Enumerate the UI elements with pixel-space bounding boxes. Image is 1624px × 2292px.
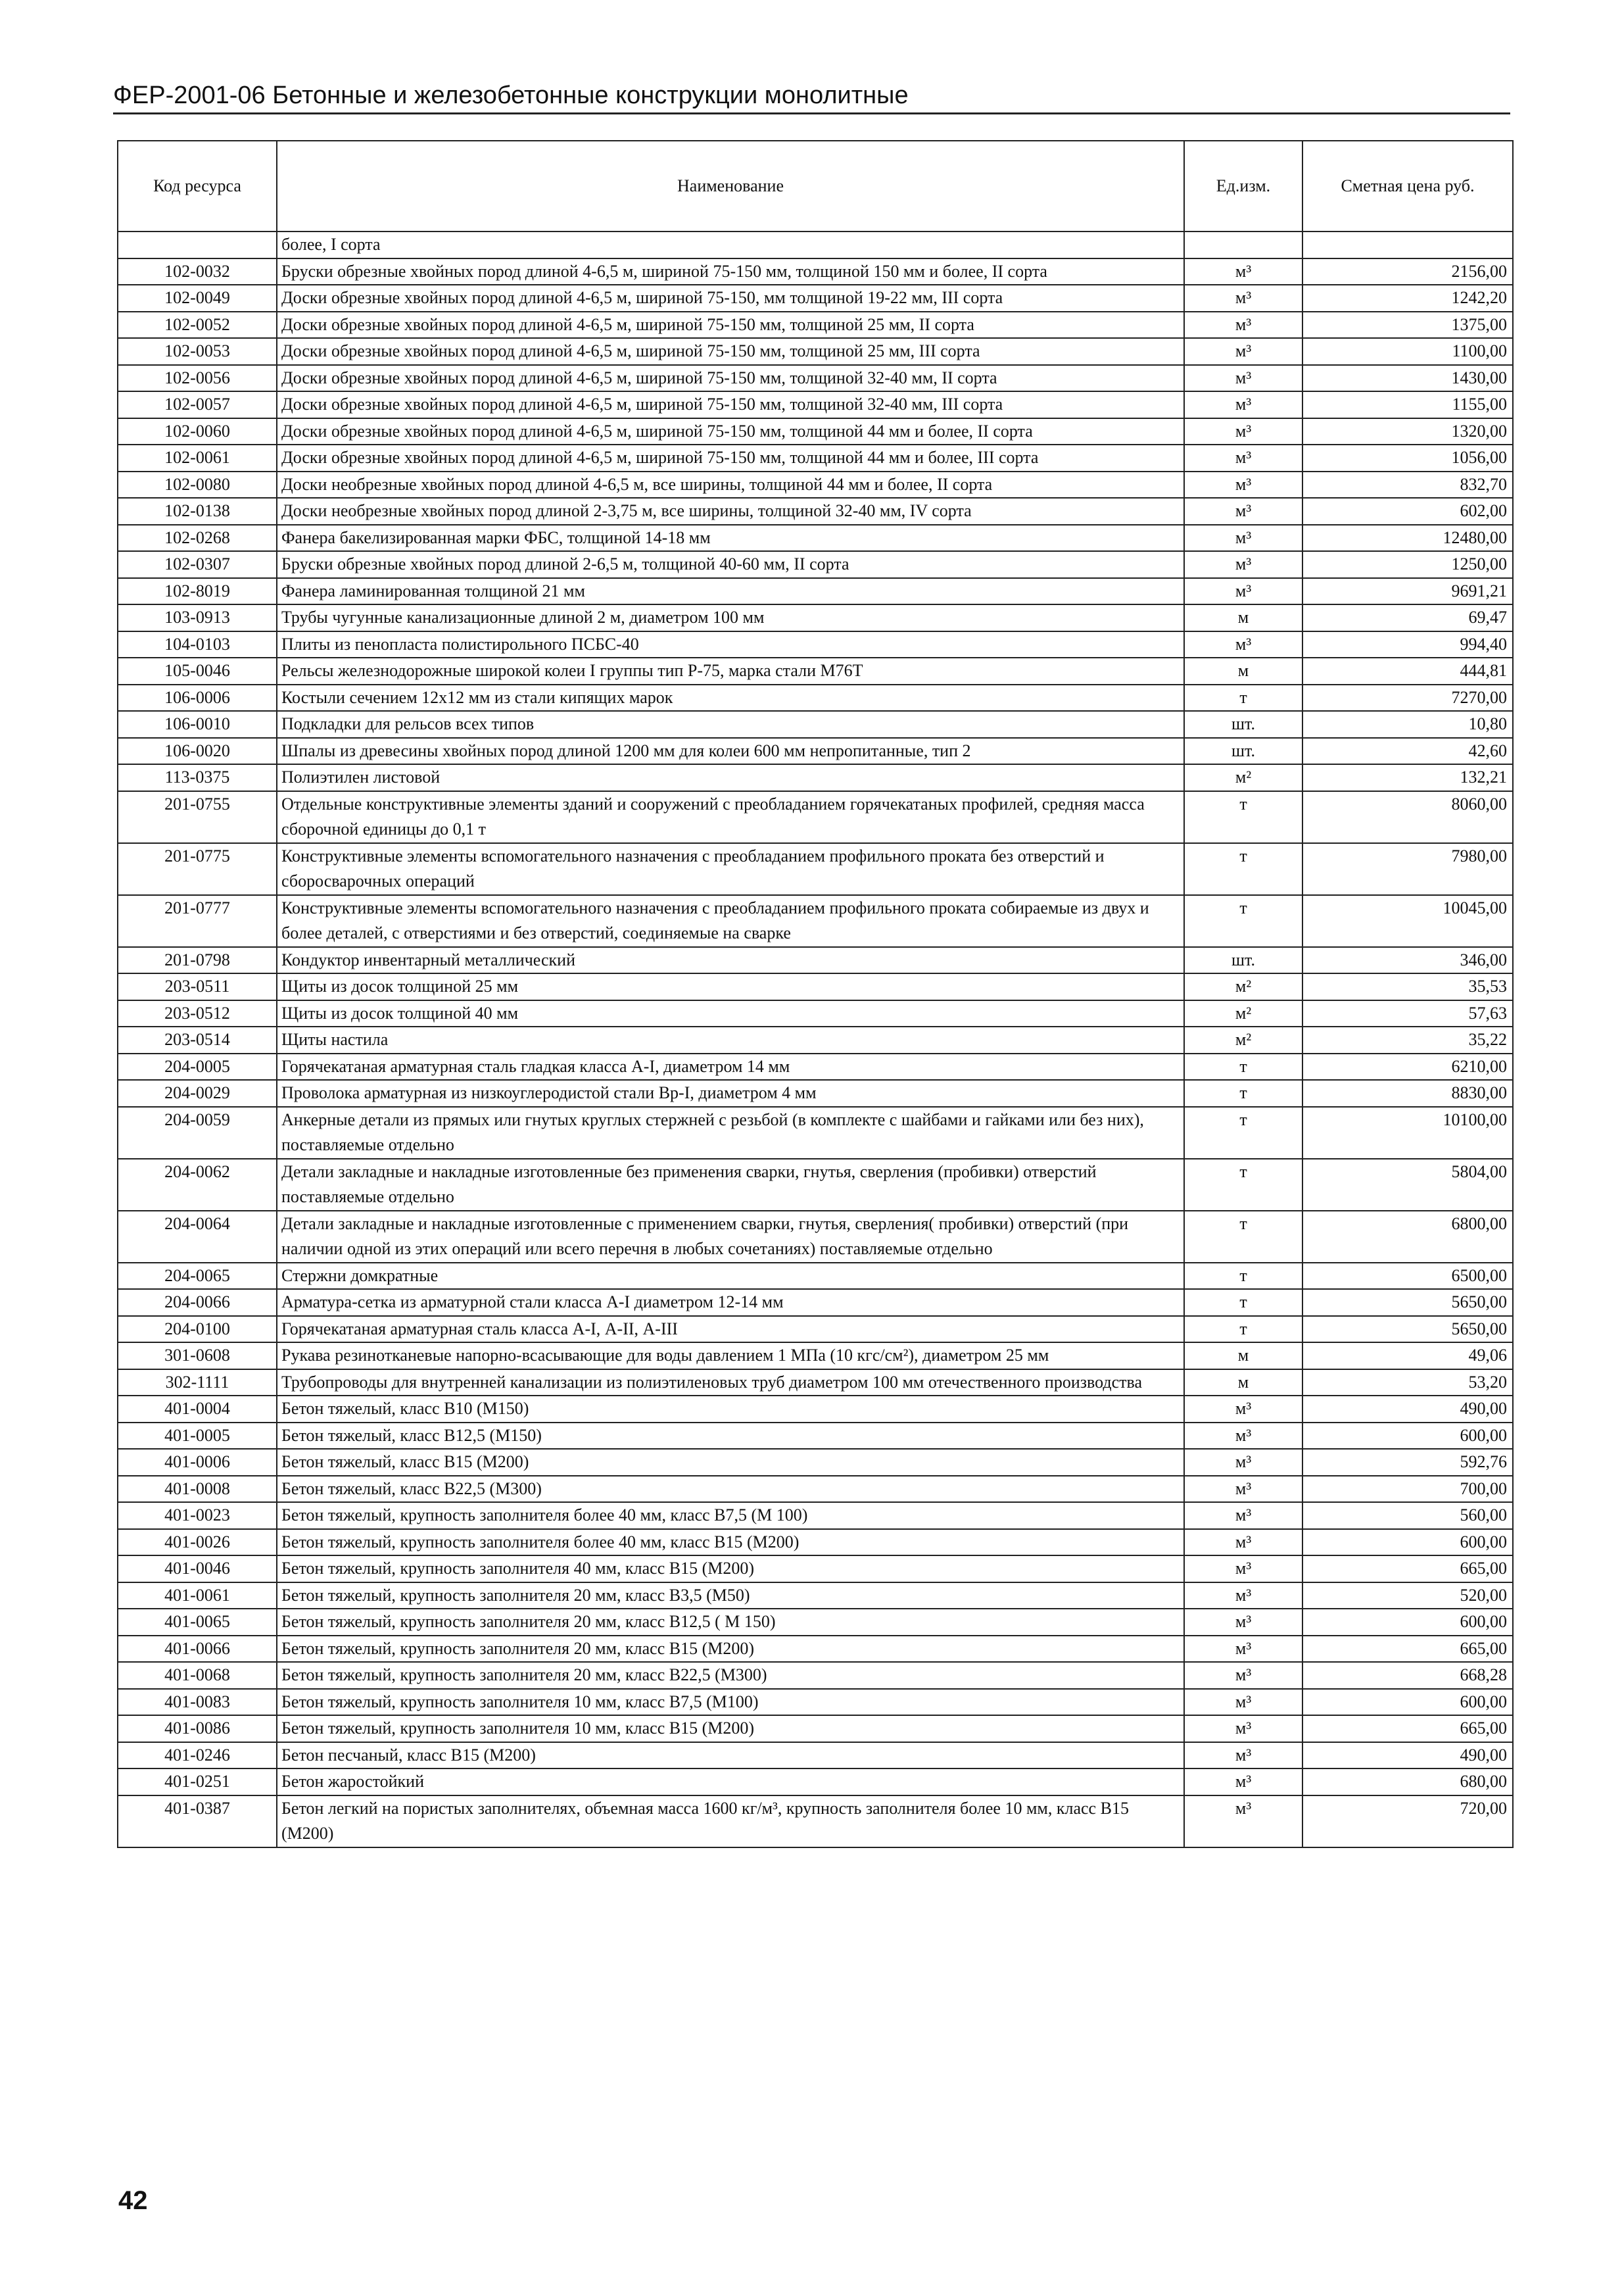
resource-code-cell: 201-0775 bbox=[118, 843, 277, 895]
price-cell: 10100,00 bbox=[1302, 1107, 1513, 1159]
resource-code-cell: 401-0023 bbox=[118, 1502, 277, 1529]
resource-code-cell: 401-0083 bbox=[118, 1689, 277, 1716]
table-row bbox=[118, 472, 1513, 499]
price-cell: 1375,00 bbox=[1302, 312, 1513, 339]
resource-name-cell: более, I сорта bbox=[277, 232, 1184, 258]
column-header-price: Сметная цена руб. bbox=[1302, 141, 1513, 232]
price-cell: 560,00 bbox=[1302, 1502, 1513, 1529]
resource-code-cell: 401-0251 bbox=[118, 1768, 277, 1795]
unit-cell: т bbox=[1184, 1289, 1302, 1316]
table-row bbox=[118, 1263, 1513, 1290]
table-row bbox=[118, 843, 1513, 895]
resource-code-cell: 104-0103 bbox=[118, 631, 277, 658]
unit-cell: м³ bbox=[1184, 1609, 1302, 1636]
table-row bbox=[118, 578, 1513, 605]
resource-code-cell: 301-0608 bbox=[118, 1342, 277, 1369]
price-cell: 9691,21 bbox=[1302, 578, 1513, 605]
price-cell: 444,81 bbox=[1302, 658, 1513, 685]
price-cell: 5650,00 bbox=[1302, 1289, 1513, 1316]
table-row bbox=[118, 604, 1513, 631]
price-cell: 490,00 bbox=[1302, 1396, 1513, 1423]
unit-cell: т bbox=[1184, 1107, 1302, 1159]
unit-cell: м³ bbox=[1184, 578, 1302, 605]
price-cell: 720,00 bbox=[1302, 1795, 1513, 1847]
resource-name-cell: Конструктивные элементы вспомогательного назначения с преобладанием профильного проката собираемые из двух и более деталей, с отверстиями и без отверстий, соединяемые на сварке bbox=[277, 895, 1184, 947]
unit-cell: м³ bbox=[1184, 631, 1302, 658]
table-row bbox=[118, 1211, 1513, 1263]
unit-cell: м bbox=[1184, 658, 1302, 685]
resource-name-cell: Конструктивные элементы вспомогательного назначения с преобладанием профильного проката без отверстий и сборосварочных операций bbox=[277, 843, 1184, 895]
resource-code-cell: 204-0059 bbox=[118, 1107, 277, 1159]
resource-name-cell: Фанера бакелизированная марки ФБС, толщиной 14-18 мм bbox=[277, 525, 1184, 552]
resource-name-cell: Бетон тяжелый, крупность заполнителя 10 мм, класс В7,5 (М100) bbox=[277, 1689, 1184, 1716]
resource-code-cell: 102-8019 bbox=[118, 578, 277, 605]
unit-cell: т bbox=[1184, 1080, 1302, 1107]
table-row bbox=[118, 1107, 1513, 1159]
table-row bbox=[118, 232, 1513, 258]
resource-name-cell: Щиты настила bbox=[277, 1027, 1184, 1054]
price-cell bbox=[1302, 232, 1513, 258]
resource-name-cell: Доски обрезные хвойных пород длиной 4-6,5 м, шириной 75-150 мм, толщиной 44 мм и более, II сорта bbox=[277, 418, 1184, 445]
price-cell: 600,00 bbox=[1302, 1529, 1513, 1556]
table-row bbox=[118, 312, 1513, 339]
column-header-unit: Ед.изм. bbox=[1184, 141, 1302, 232]
price-cell: 7980,00 bbox=[1302, 843, 1513, 895]
resource-name-cell: Бетон тяжелый, класс В10 (М150) bbox=[277, 1396, 1184, 1423]
unit-cell: т bbox=[1184, 1316, 1302, 1343]
unit-cell: м³ bbox=[1184, 1502, 1302, 1529]
unit-cell: м bbox=[1184, 1342, 1302, 1369]
resource-name-cell: Арматура-сетка из арматурной стали класса А-I диаметром 12-14 мм bbox=[277, 1289, 1184, 1316]
table-row bbox=[118, 631, 1513, 658]
unit-cell: м² bbox=[1184, 764, 1302, 791]
price-cell: 69,47 bbox=[1302, 604, 1513, 631]
resource-name-cell: Доски обрезные хвойных пород длиной 4-6,5 м, шириной 75-150 мм, толщиной 32-40 мм, III сорта bbox=[277, 391, 1184, 418]
table-row bbox=[118, 764, 1513, 791]
resource-name-cell: Доски обрезные хвойных пород длиной 4-6,5 м, шириной 75-150 мм, толщиной 25 мм, II сорта bbox=[277, 312, 1184, 339]
resource-code-cell: 401-0066 bbox=[118, 1636, 277, 1663]
column-header-name: Наименование bbox=[277, 141, 1184, 232]
table-row bbox=[118, 1662, 1513, 1689]
price-cell: 668,28 bbox=[1302, 1662, 1513, 1689]
unit-cell: м³ bbox=[1184, 258, 1302, 285]
price-cell: 600,00 bbox=[1302, 1423, 1513, 1450]
resource-code-cell: 102-0052 bbox=[118, 312, 277, 339]
table-row bbox=[118, 551, 1513, 578]
table-row bbox=[118, 1396, 1513, 1423]
price-cell: 1320,00 bbox=[1302, 418, 1513, 445]
unit-cell: т bbox=[1184, 895, 1302, 947]
resource-name-cell: Бетон тяжелый, крупность заполнителя 20 мм, класс В3,5 (М50) bbox=[277, 1582, 1184, 1609]
resource-name-cell: Щиты из досок толщиной 25 мм bbox=[277, 973, 1184, 1000]
resource-name-cell: Бруски обрезные хвойных пород длиной 4-6,5 м, шириной 75-150 мм, толщиной 150 мм и более, II сорта bbox=[277, 258, 1184, 285]
unit-cell: м³ bbox=[1184, 365, 1302, 392]
price-cell: 1242,20 bbox=[1302, 285, 1513, 312]
resource-code-cell: 105-0046 bbox=[118, 658, 277, 685]
unit-cell: т bbox=[1184, 843, 1302, 895]
resource-name-cell: Шпалы из древесины хвойных пород длиной 1200 мм для колеи 600 мм непропитанные, тип 2 bbox=[277, 738, 1184, 765]
table-row bbox=[118, 1742, 1513, 1769]
unit-cell: т bbox=[1184, 1159, 1302, 1211]
resource-name-cell: Бетон легкий на пористых заполнителях, объемная масса 1600 кг/м³, крупность заполнителя более 10 мм, класс В15 (М200) bbox=[277, 1795, 1184, 1847]
price-cell: 520,00 bbox=[1302, 1582, 1513, 1609]
resource-name-cell: Бетон тяжелый, класс В15 (М200) bbox=[277, 1449, 1184, 1476]
price-cell: 600,00 bbox=[1302, 1609, 1513, 1636]
table-row bbox=[118, 445, 1513, 472]
resource-code-cell: 401-0387 bbox=[118, 1795, 277, 1847]
price-cell: 49,06 bbox=[1302, 1342, 1513, 1369]
price-cell: 6800,00 bbox=[1302, 1211, 1513, 1263]
resource-code-cell bbox=[118, 232, 277, 258]
table-row bbox=[118, 1054, 1513, 1081]
price-cell: 1430,00 bbox=[1302, 365, 1513, 392]
table-row bbox=[118, 685, 1513, 712]
resource-code-cell: 106-0006 bbox=[118, 685, 277, 712]
resource-code-cell: 401-0004 bbox=[118, 1396, 277, 1423]
table-row bbox=[118, 498, 1513, 525]
unit-cell: м³ bbox=[1184, 1795, 1302, 1847]
resource-name-cell: Подкладки для рельсов всех типов bbox=[277, 711, 1184, 738]
resource-code-cell: 102-0049 bbox=[118, 285, 277, 312]
table-row bbox=[118, 1342, 1513, 1369]
unit-cell: м³ bbox=[1184, 1742, 1302, 1769]
resource-name-cell: Бетон жаростойкий bbox=[277, 1768, 1184, 1795]
table-row bbox=[118, 947, 1513, 974]
resource-code-cell: 102-0061 bbox=[118, 445, 277, 472]
resource-name-cell: Бетон тяжелый, крупность заполнителя 20 мм, класс В22,5 (М300) bbox=[277, 1662, 1184, 1689]
resource-name-cell: Доски обрезные хвойных пород длиной 4-6,5 м, шириной 75-150 мм, толщиной 32-40 мм, II сорта bbox=[277, 365, 1184, 392]
price-cell: 57,63 bbox=[1302, 1000, 1513, 1027]
table-row bbox=[118, 1795, 1513, 1847]
unit-cell: м³ bbox=[1184, 312, 1302, 339]
resource-code-cell: 203-0512 bbox=[118, 1000, 277, 1027]
unit-cell: т bbox=[1184, 1054, 1302, 1081]
price-cell: 1250,00 bbox=[1302, 551, 1513, 578]
resource-name-cell: Горячекатаная арматурная сталь класса А-I, А-II, А-III bbox=[277, 1316, 1184, 1343]
unit-cell: м³ bbox=[1184, 445, 1302, 472]
price-cell: 665,00 bbox=[1302, 1636, 1513, 1663]
resource-code-cell: 102-0268 bbox=[118, 525, 277, 552]
resource-code-cell: 401-0005 bbox=[118, 1423, 277, 1450]
unit-cell: м³ bbox=[1184, 1449, 1302, 1476]
table-row bbox=[118, 285, 1513, 312]
resource-name-cell: Бетон тяжелый, класс В22,5 (М300) bbox=[277, 1476, 1184, 1503]
price-cell: 600,00 bbox=[1302, 1689, 1513, 1716]
resource-code-cell: 204-0066 bbox=[118, 1289, 277, 1316]
resource-name-cell: Кондуктор инвентарный металлический bbox=[277, 947, 1184, 974]
table-row bbox=[118, 1476, 1513, 1503]
price-cell: 5650,00 bbox=[1302, 1316, 1513, 1343]
resource-name-cell: Бетон тяжелый, крупность заполнителя 20 мм, класс В15 (М200) bbox=[277, 1636, 1184, 1663]
unit-cell: м³ bbox=[1184, 1476, 1302, 1503]
price-cell: 994,40 bbox=[1302, 631, 1513, 658]
price-cell: 832,70 bbox=[1302, 472, 1513, 499]
table-row bbox=[118, 738, 1513, 765]
table-row bbox=[118, 525, 1513, 552]
price-cell: 10045,00 bbox=[1302, 895, 1513, 947]
price-cell: 490,00 bbox=[1302, 1742, 1513, 1769]
resource-code-cell: 201-0798 bbox=[118, 947, 277, 974]
unit-cell: м² bbox=[1184, 1027, 1302, 1054]
resource-code-cell: 302-1111 bbox=[118, 1369, 277, 1396]
resource-name-cell: Горячекатаная арматурная сталь гладкая класса А-I, диаметром 14 мм bbox=[277, 1054, 1184, 1081]
resource-code-cell: 204-0065 bbox=[118, 1263, 277, 1290]
resource-code-cell: 401-0246 bbox=[118, 1742, 277, 1769]
resource-name-cell: Проволока арматурная из низкоуглеродистой стали Вр-I, диаметром 4 мм bbox=[277, 1080, 1184, 1107]
table-row bbox=[118, 1689, 1513, 1716]
price-cell: 8830,00 bbox=[1302, 1080, 1513, 1107]
unit-cell: м³ bbox=[1184, 1529, 1302, 1556]
resource-name-cell: Детали закладные и накладные изготовленные без применения сварки, гнутья, сверления (пробивки) отверстий поставляемые отдельно bbox=[277, 1159, 1184, 1211]
resource-name-cell: Доски обрезные хвойных пород длиной 4-6,5 м, шириной 75-150 мм, толщиной 25 мм, III сорта bbox=[277, 338, 1184, 365]
resource-code-cell: 106-0020 bbox=[118, 738, 277, 765]
unit-cell: м³ bbox=[1184, 525, 1302, 552]
table-row bbox=[118, 1449, 1513, 1476]
unit-cell: м³ bbox=[1184, 1715, 1302, 1742]
price-cell: 602,00 bbox=[1302, 498, 1513, 525]
unit-cell: м bbox=[1184, 1369, 1302, 1396]
resource-name-cell: Бетон тяжелый, крупность заполнителя более 40 мм, класс В7,5 (М 100) bbox=[277, 1502, 1184, 1529]
resource-name-cell: Плиты из пенопласта полистирольного ПСБС-40 bbox=[277, 631, 1184, 658]
resource-name-cell: Бетон песчаный, класс В15 (М200) bbox=[277, 1742, 1184, 1769]
resource-code-cell: 113-0375 bbox=[118, 764, 277, 791]
price-cell: 592,76 bbox=[1302, 1449, 1513, 1476]
resource-name-cell: Бетон тяжелый, крупность заполнителя 20 мм, класс В12,5 ( М 150) bbox=[277, 1609, 1184, 1636]
resource-code-cell: 102-0057 bbox=[118, 391, 277, 418]
price-cell: 346,00 bbox=[1302, 947, 1513, 974]
resource-code-cell: 401-0086 bbox=[118, 1715, 277, 1742]
unit-cell: м² bbox=[1184, 1000, 1302, 1027]
resource-code-cell: 401-0046 bbox=[118, 1555, 277, 1582]
price-cell: 12480,00 bbox=[1302, 525, 1513, 552]
table-row bbox=[118, 365, 1513, 392]
table-row bbox=[118, 1027, 1513, 1054]
resource-code-cell: 102-0032 bbox=[118, 258, 277, 285]
price-cell: 665,00 bbox=[1302, 1555, 1513, 1582]
unit-cell: м³ bbox=[1184, 1582, 1302, 1609]
resource-name-cell: Бетон тяжелый, крупность заполнителя 40 мм, класс В15 (М200) bbox=[277, 1555, 1184, 1582]
resource-name-cell: Бетон тяжелый, крупность заполнителя более 40 мм, класс В15 (М200) bbox=[277, 1529, 1184, 1556]
resource-code-cell: 204-0005 bbox=[118, 1054, 277, 1081]
price-cell: 35,53 bbox=[1302, 973, 1513, 1000]
resource-name-cell: Бетон тяжелый, крупность заполнителя 10 мм, класс В15 (М200) bbox=[277, 1715, 1184, 1742]
resource-code-cell: 201-0755 bbox=[118, 791, 277, 843]
resource-name-cell: Стержни домкратные bbox=[277, 1263, 1184, 1290]
resource-code-cell: 401-0061 bbox=[118, 1582, 277, 1609]
table-row bbox=[118, 418, 1513, 445]
resource-name-cell: Бетон тяжелый, класс В12,5 (М150) bbox=[277, 1423, 1184, 1450]
table-row bbox=[118, 1080, 1513, 1107]
unit-cell: м³ bbox=[1184, 418, 1302, 445]
price-cell: 1100,00 bbox=[1302, 338, 1513, 365]
table-row bbox=[118, 1423, 1513, 1450]
resource-name-cell: Трубы чугунные канализационные длиной 2 м, диаметром 100 мм bbox=[277, 604, 1184, 631]
table-row bbox=[118, 973, 1513, 1000]
resource-code-cell: 204-0029 bbox=[118, 1080, 277, 1107]
resource-code-cell: 102-0056 bbox=[118, 365, 277, 392]
price-cell: 1155,00 bbox=[1302, 391, 1513, 418]
resource-name-cell: Рукава резинотканевые напорно-всасывающие для воды давлением 1 МПа (10 кгс/см²), диаметром 25 мм bbox=[277, 1342, 1184, 1369]
resource-code-cell: 102-0053 bbox=[118, 338, 277, 365]
unit-cell: т bbox=[1184, 791, 1302, 843]
resource-name-cell: Бруски обрезные хвойных пород длиной 2-6,5 м, толщиной 40-60 мм, II сорта bbox=[277, 551, 1184, 578]
resource-name-cell: Доски необрезные хвойных пород длиной 4-6,5 м, все ширины, толщиной 44 мм и более, II сорта bbox=[277, 472, 1184, 499]
resource-code-cell: 102-0060 bbox=[118, 418, 277, 445]
unit-cell: шт. bbox=[1184, 738, 1302, 765]
table-row bbox=[118, 1369, 1513, 1396]
price-cell: 5804,00 bbox=[1302, 1159, 1513, 1211]
resource-name-cell: Трубопроводы для внутренней канализации из полиэтиленовых труб диаметром 100 мм отечественного производства bbox=[277, 1369, 1184, 1396]
resource-code-cell: 102-0138 bbox=[118, 498, 277, 525]
unit-cell: м³ bbox=[1184, 1396, 1302, 1423]
price-cell: 132,21 bbox=[1302, 764, 1513, 791]
unit-cell: шт. bbox=[1184, 947, 1302, 974]
resource-code-cell: 203-0514 bbox=[118, 1027, 277, 1054]
resource-name-cell: Доски обрезные хвойных пород длиной 4-6,5 м, шириной 75-150 мм, толщиной 44 мм и более, III сорта bbox=[277, 445, 1184, 472]
price-cell: 7270,00 bbox=[1302, 685, 1513, 712]
column-header-code: Код ресурса bbox=[118, 141, 277, 232]
unit-cell: м³ bbox=[1184, 1555, 1302, 1582]
resource-name-cell: Рельсы железнодорожные широкой колеи I группы тип Р-75, марка стали М76Т bbox=[277, 658, 1184, 685]
resource-code-cell: 401-0068 bbox=[118, 1662, 277, 1689]
resource-code-cell: 401-0008 bbox=[118, 1476, 277, 1503]
table-row bbox=[118, 1000, 1513, 1027]
resource-code-cell: 102-0080 bbox=[118, 472, 277, 499]
resource-code-cell: 401-0065 bbox=[118, 1609, 277, 1636]
price-cell: 53,20 bbox=[1302, 1369, 1513, 1396]
unit-cell bbox=[1184, 232, 1302, 258]
price-cell: 8060,00 bbox=[1302, 791, 1513, 843]
table-row bbox=[118, 791, 1513, 843]
table-row bbox=[118, 1316, 1513, 1343]
unit-cell: м³ bbox=[1184, 1423, 1302, 1450]
price-cell: 42,60 bbox=[1302, 738, 1513, 765]
unit-cell: м² bbox=[1184, 973, 1302, 1000]
unit-cell: м³ bbox=[1184, 551, 1302, 578]
table-header-row bbox=[118, 141, 1513, 232]
unit-cell: м³ bbox=[1184, 1636, 1302, 1663]
resource-name-cell: Доски необрезные хвойных пород длиной 2-3,75 м, все ширины, толщиной 32-40 мм, IV сорта bbox=[277, 498, 1184, 525]
table-row bbox=[118, 338, 1513, 365]
resource-name-cell: Костыли сечением 12х12 мм из стали кипящих марок bbox=[277, 685, 1184, 712]
resource-code-cell: 401-0006 bbox=[118, 1449, 277, 1476]
price-cell: 6500,00 bbox=[1302, 1263, 1513, 1290]
table-row bbox=[118, 711, 1513, 738]
resource-name-cell: Детали закладные и накладные изготовленные с применением сварки, гнутья, сверления( пробивки) отверстий (при наличии одной из этих операций или всего перечня в любых сочетаниях) поставляемые отдельно bbox=[277, 1211, 1184, 1263]
resource-code-cell: 401-0026 bbox=[118, 1529, 277, 1556]
price-cell: 2156,00 bbox=[1302, 258, 1513, 285]
price-cell: 10,80 bbox=[1302, 711, 1513, 738]
unit-cell: т bbox=[1184, 1211, 1302, 1263]
page-number: 42 bbox=[118, 2186, 148, 2215]
table-row bbox=[118, 1555, 1513, 1582]
table-row bbox=[118, 658, 1513, 685]
price-cell: 6210,00 bbox=[1302, 1054, 1513, 1081]
table-row bbox=[118, 1609, 1513, 1636]
unit-cell: м³ bbox=[1184, 1662, 1302, 1689]
resource-code-cell: 204-0064 bbox=[118, 1211, 277, 1263]
resource-name-cell: Фанера ламинированная толщиной 21 мм bbox=[277, 578, 1184, 605]
resource-name-cell: Анкерные детали из прямых или гнутых круглых стержней с резьбой (в комплекте с шайбами и гайками или без них), поставляемые отдельно bbox=[277, 1107, 1184, 1159]
price-cell: 665,00 bbox=[1302, 1715, 1513, 1742]
table-row bbox=[118, 258, 1513, 285]
table-row bbox=[118, 1768, 1513, 1795]
page-header-title: ФЕР-2001-06 Бетонные и железобетонные конструкции монолитные bbox=[113, 82, 909, 109]
unit-cell: м bbox=[1184, 604, 1302, 631]
unit-cell: м³ bbox=[1184, 472, 1302, 499]
resource-name-cell: Щиты из досок толщиной 40 мм bbox=[277, 1000, 1184, 1027]
table-row bbox=[118, 1715, 1513, 1742]
resource-code-cell: 103-0913 bbox=[118, 604, 277, 631]
unit-cell: м³ bbox=[1184, 391, 1302, 418]
resource-code-cell: 201-0777 bbox=[118, 895, 277, 947]
table-row bbox=[118, 1582, 1513, 1609]
resource-code-cell: 203-0511 bbox=[118, 973, 277, 1000]
table-row bbox=[118, 1502, 1513, 1529]
price-cell: 680,00 bbox=[1302, 1768, 1513, 1795]
table-body bbox=[118, 232, 1513, 1847]
resource-code-cell: 204-0100 bbox=[118, 1316, 277, 1343]
unit-cell: шт. bbox=[1184, 711, 1302, 738]
table-row bbox=[118, 391, 1513, 418]
unit-cell: т bbox=[1184, 1263, 1302, 1290]
table-row bbox=[118, 1529, 1513, 1556]
resource-name-cell: Доски обрезные хвойных пород длиной 4-6,5 м, шириной 75-150, мм толщиной 19-22 мм, III сорта bbox=[277, 285, 1184, 312]
table-row bbox=[118, 1159, 1513, 1211]
resource-name-cell: Полиэтилен листовой bbox=[277, 764, 1184, 791]
table-row bbox=[118, 1636, 1513, 1663]
header-rule bbox=[113, 112, 1510, 114]
unit-cell: м³ bbox=[1184, 1768, 1302, 1795]
price-cell: 700,00 bbox=[1302, 1476, 1513, 1503]
resource-price-table bbox=[117, 140, 1512, 1848]
unit-cell: м³ bbox=[1184, 338, 1302, 365]
unit-cell: м³ bbox=[1184, 285, 1302, 312]
resource-code-cell: 102-0307 bbox=[118, 551, 277, 578]
unit-cell: м³ bbox=[1184, 498, 1302, 525]
unit-cell: м³ bbox=[1184, 1689, 1302, 1716]
price-cell: 35,22 bbox=[1302, 1027, 1513, 1054]
unit-cell: т bbox=[1184, 685, 1302, 712]
table-row bbox=[118, 895, 1513, 947]
resource-code-cell: 106-0010 bbox=[118, 711, 277, 738]
resource-name-cell: Отдельные конструктивные элементы зданий и сооружений с преобладанием горячекатаных профилей, средняя масса сборочной единицы до 0,1 т bbox=[277, 791, 1184, 843]
table-row bbox=[118, 1289, 1513, 1316]
resource-code-cell: 204-0062 bbox=[118, 1159, 277, 1211]
price-cell: 1056,00 bbox=[1302, 445, 1513, 472]
